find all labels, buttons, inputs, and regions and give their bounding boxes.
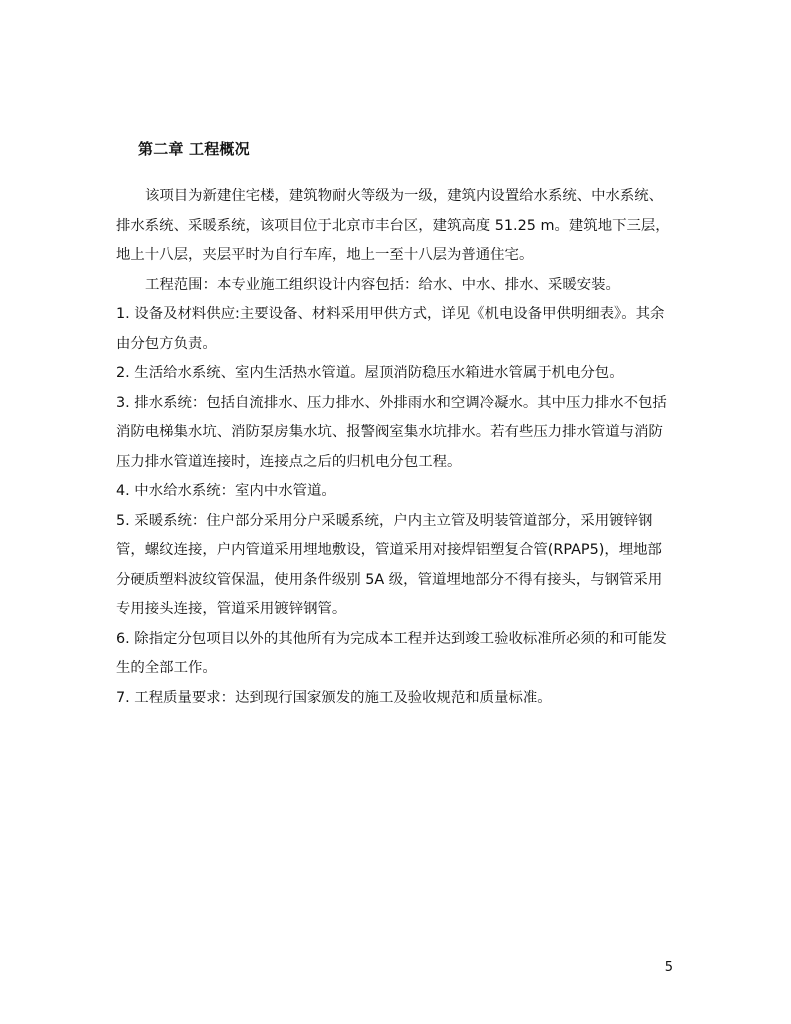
list-item-2: 2. 生活给水系统、室内生活热水管道。屋顶消防稳压水箱进水管属于机电分包。: [116, 365, 624, 381]
scope-paragraph: 工程范围：本专业施工组织设计内容包括：给水、中水、排水、采暖安装。: [145, 276, 620, 293]
list-item-5: 5. 采暖系统：住户部分采用分户采暖系统，户内主立管及明装管道部分，采用镀锌钢管，螺纹连接，户内管道采用埋地敷设，管道采用对接焊铝塑复合管(RPAP5)，埋地部分硬质塑料波纹管保温，使用条件级别 5A 级，管道埋地部分不得有接头，与钢管采用专用接头连接，管道采用镀锌钢管。: [116, 512, 663, 617]
list-item-4: 4. 中水给水系统：室内中水管道。: [116, 483, 336, 499]
list-item-6: 6. 除指定分包项目以外的其他所有为完成本工程并达到竣工验收标准所必须的和可能发生的全部工作。: [116, 630, 667, 676]
chapter-title: 第二章 工程概况: [138, 140, 250, 158]
body-text: [116, 182, 676, 713]
list-item-7: 7. 工程质量要求：达到现行国家颁发的施工及验收规范和质量标准。: [116, 689, 552, 706]
intro-paragraph: 该项目为新建住宅楼，建筑物耐火等级为一级，建筑内设置给水系统、中水系统、排水系统、采暖系统，该项目位于北京市丰台区，建筑高度 51.25 m。建筑地下三层，地上十八层，夹层平时为自行车库，地上一至十八层为普通住宅。: [116, 188, 670, 263]
page-number: 5: [664, 960, 673, 975]
list-item-1: 1. 设备及材料供应:主要设备、材料采用甲供方式，详见《机电设备甲供明细表》。其余由分包方负责。: [116, 306, 665, 352]
list-item-3: 3. 排水系统：包括自流排水、压力排水、外排雨水和空调冷凝水。其中压力排水不包括消防电梯集水坑、消防泵房集水坑、报警阀室集水坑排水。若有些压力排水管道与消防压力排水管道连接时，连接点之后的归机电分包工程。: [116, 394, 667, 470]
